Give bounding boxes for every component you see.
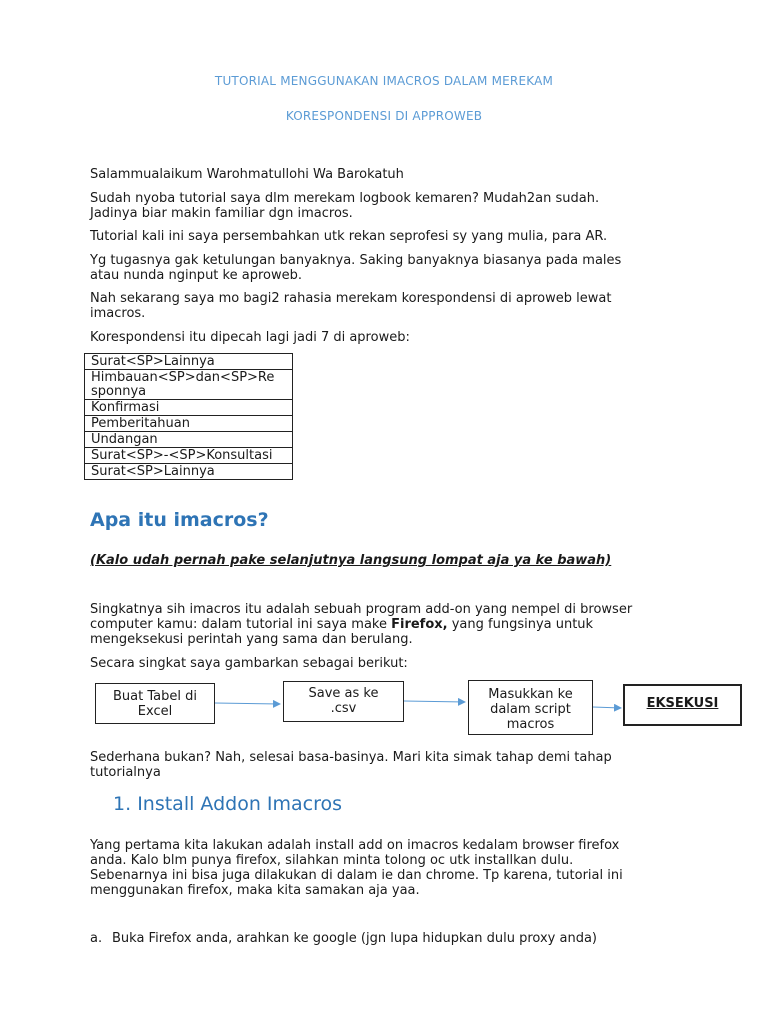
document-title-line1: TUTORIAL MENGGUNAKAN IMACROS DALAM MEREKAM [214,74,554,88]
text-line: Yang pertama kita lakukan adalah install add on imacros kedalam browser firefox [90,838,620,853]
box-line: Save as ke [308,686,379,701]
intro-paragraph-2: Tutorial kali ini saya persembahkan utk rekan seprofesi sy yang mulia, para AR. [90,229,608,244]
table-cell: Konfirmasi [85,400,293,416]
intro-paragraph-5: Korespondensi itu dipecah lagi jadi 7 di aproweb: [90,330,410,345]
install-step-a [90,931,680,946]
flow-step-buat-tabel [95,683,215,724]
skip-note: (Kalo udah pernah pake selanjutnya langsung lompat aja ya ke bawah) [90,553,612,568]
section-title: Install Addon Imacros [137,793,343,815]
firefox-bold: Firefox, [391,617,448,632]
table-cell: Surat<SP>Lainnya [85,464,293,480]
box-line: macros [506,717,555,732]
flow-step-save-csv [283,681,404,722]
step-label: a. [90,931,103,946]
cell-line: sponnya [91,384,147,399]
text-line: Sudah nyoba tutorial saya dlm merekam logbook kemaren? Mudah2an sudah. [90,191,600,206]
section-heading-imacros: Apa itu imacros? [90,509,269,531]
text-line: Jadinya biar makin familiar dgn imacros. [90,206,353,221]
text-line: anda. Kalo blm punya firefox, silahkan minta tolong oc utk installkan dulu. [90,853,574,868]
text-line: Sebenarnya ini bisa juga dilakukan di dalam ie dan chrome. Tp karena, tutorial ini [90,868,623,883]
flow-arrow-2 [404,701,465,702]
text-line: menggunakan firefox, maka kita samakan aja yaa. [90,883,420,898]
text-line: tutorialnya [90,765,161,780]
box-line: Excel [137,704,173,719]
text-line: atau nunda nginput ke aproweb. [90,268,302,283]
flow-arrow-1 [215,703,280,704]
text-span: yang fungsinya untuk [447,617,594,632]
flow-arrow-3 [593,707,621,708]
document-title-line2: KORESPONDENSI DI APPROWEB [285,109,483,123]
text-line: imacros. [90,306,146,321]
text-line: mengeksekusi perintah yang sama dan berulang. [90,632,413,647]
box-line: .csv [330,701,357,716]
imacros-paragraph-2: Secara singkat saya gambarkan sebagai berikut: [90,656,408,671]
text-line: Singkatnya sih imacros itu adalah sebuah program add-on yang nempel di browser [90,602,633,617]
after-flow-paragraph [90,750,680,780]
table-cell: Surat<SP>Lainnya [85,354,293,370]
text-span: computer kamu: dalam tutorial ini saya make [90,617,392,632]
box-line: Buat Tabel di [113,689,197,704]
text-line: Yg tugasnya gak ketulungan banyaknya. Saking banyaknya biasanya pada males [90,253,622,268]
table-cell: Surat<SP>-<SP>Konsultasi [85,448,293,464]
table-cell: Pemberitahuan [85,416,293,432]
greeting: Salammualaikum Warohmatullohi Wa Barokatuh [90,167,404,182]
cell-line: Himbauan<SP>dan<SP>Re [91,370,275,385]
install-paragraph-1 [90,838,680,898]
section-heading-install [113,793,342,815]
text-line: Nah sekarang saya mo bagi2 rahasia merekam korespondensi di aproweb lewat [90,291,612,306]
flow-step-eksekusi: EKSEKUSI [623,684,742,726]
box-line: dalam script [490,702,571,717]
flow-step-masukkan-script [468,680,593,735]
step-text: Buka Firefox anda, arahkan ke google (jgn lupa hidupkan dulu proxy anda) [112,931,597,946]
section-number: 1. [113,793,132,815]
table-cell: Undangan [85,432,293,448]
box-line: Masukkan ke [488,687,573,702]
text-line: Sederhana bukan? Nah, selesai basa-basinya. Mari kita simak tahap demi tahap [90,750,612,765]
